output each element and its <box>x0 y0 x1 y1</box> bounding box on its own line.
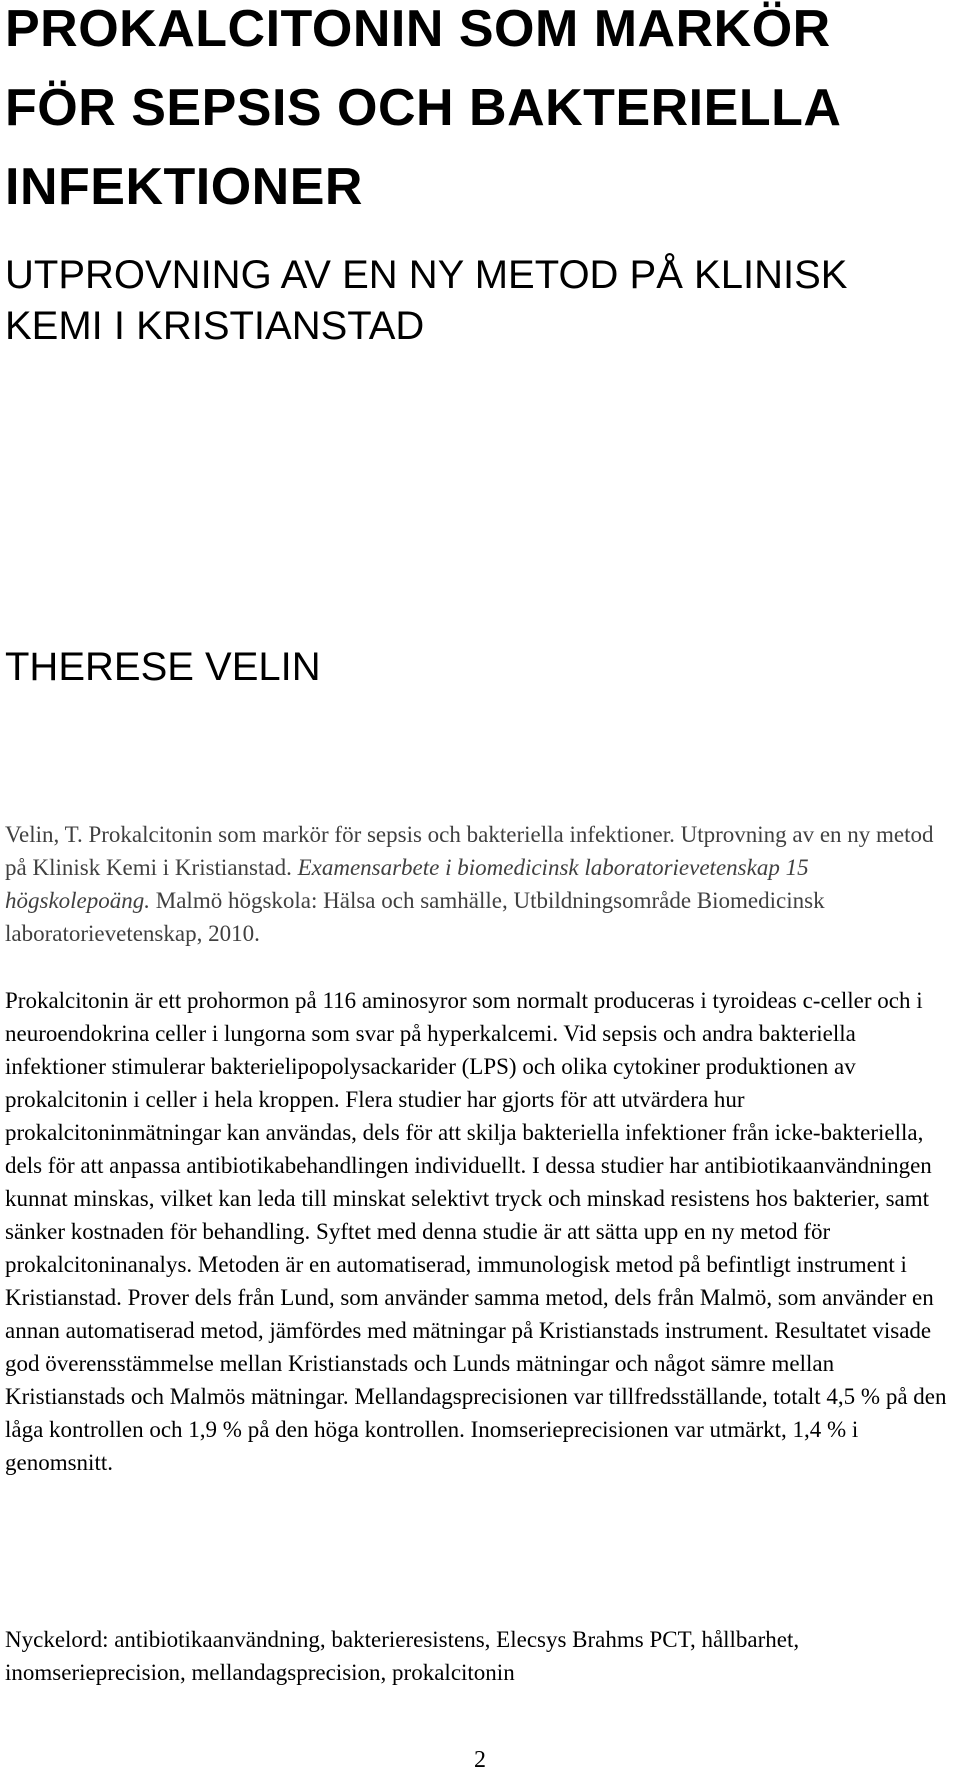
keywords-paragraph: Nyckelord: antibiotikaanvändning, bakterieresistens, Elecsys Brahms PCT, hållbarhet, inomserieprecision, mellandagsprecision, prokalcitonin <box>5 1627 800 1685</box>
citation-text: Velin, T. Prokalcitonin som markör för sepsis och bakteriella infektioner. Utprovning av en ny metod på Klinisk Kemi i Kristianstad. <box>5 822 934 880</box>
citation-italic: Examensarbete i biomedicinsk laboratorievetenskap 15 högskolepoäng. <box>5 855 809 913</box>
author-name: THERESE VELIN <box>5 645 321 689</box>
citation-text-end: Malmö högskola: Hälsa och samhälle, Utbildningsområde Biomedicinsk laboratorievetenskap, 2010. <box>5 888 825 946</box>
abstract-paragraph: Prokalcitonin är ett prohormon på 116 aminosyror som normalt produceras i tyroideas c-celler och i neuroendokrina celler i lungorna som svar på hyperkalcemi. Vid sepsis och andra bakteriella infektioner stimulerar bakterielipopolysackarider (LPS) och olika cytokiner produktionen av prokalcitonin i celler i hela kroppen. Flera studier har gjorts för att utvärdera hur prokalcitoninmätningar kan användas, dels för att skilja bakteriella infektioner från icke-bakteriella, dels för att anpassa antibiotikabehandlingen individuellt. I dessa studier har antibiotikaanvändningen kunnat minskas, vilket kan leda till minskat selektivt tryck och minskad resistens hos bakterier, samt sänker kostnaden för behandling. Syftet med denna studie är att sätta upp en ny metod för prokalcitoninanalys. Metoden är en automatiserad, immunologisk metod på befintligt instrument i Kristianstad. Prover dels från Lund, som använder samma metod, dels från Malmö, som använder en annan automatiserad metod, jämfördes med mätningar på Kristianstads instrument. Resultatet visade god överensstämmelse mellan Kristianstads och Lunds mätningar och något sämre mellan Kristianstads och Malmös mätningar. Mellandagsprecisionen var tillfredsställande, totalt 4,5 % på den låga kontrollen och 1,9 % på den höga kontrollen. Inomserieprecisionen var utmärkt, 1,4 % i genomsnitt. <box>5 988 947 1475</box>
citation-paragraph <box>5 818 955 950</box>
page-number: 2 <box>474 1747 486 1773</box>
document-title: PROKALCITONIN SOM MARKÖR FÖR SEPSIS OCH BAKTERIELLA INFEKTIONER <box>5 0 840 216</box>
document-subtitle: UTPROVNING AV EN NY METOD PÅ KLINISK KEMI I KRISTIANSTAD <box>5 253 848 348</box>
